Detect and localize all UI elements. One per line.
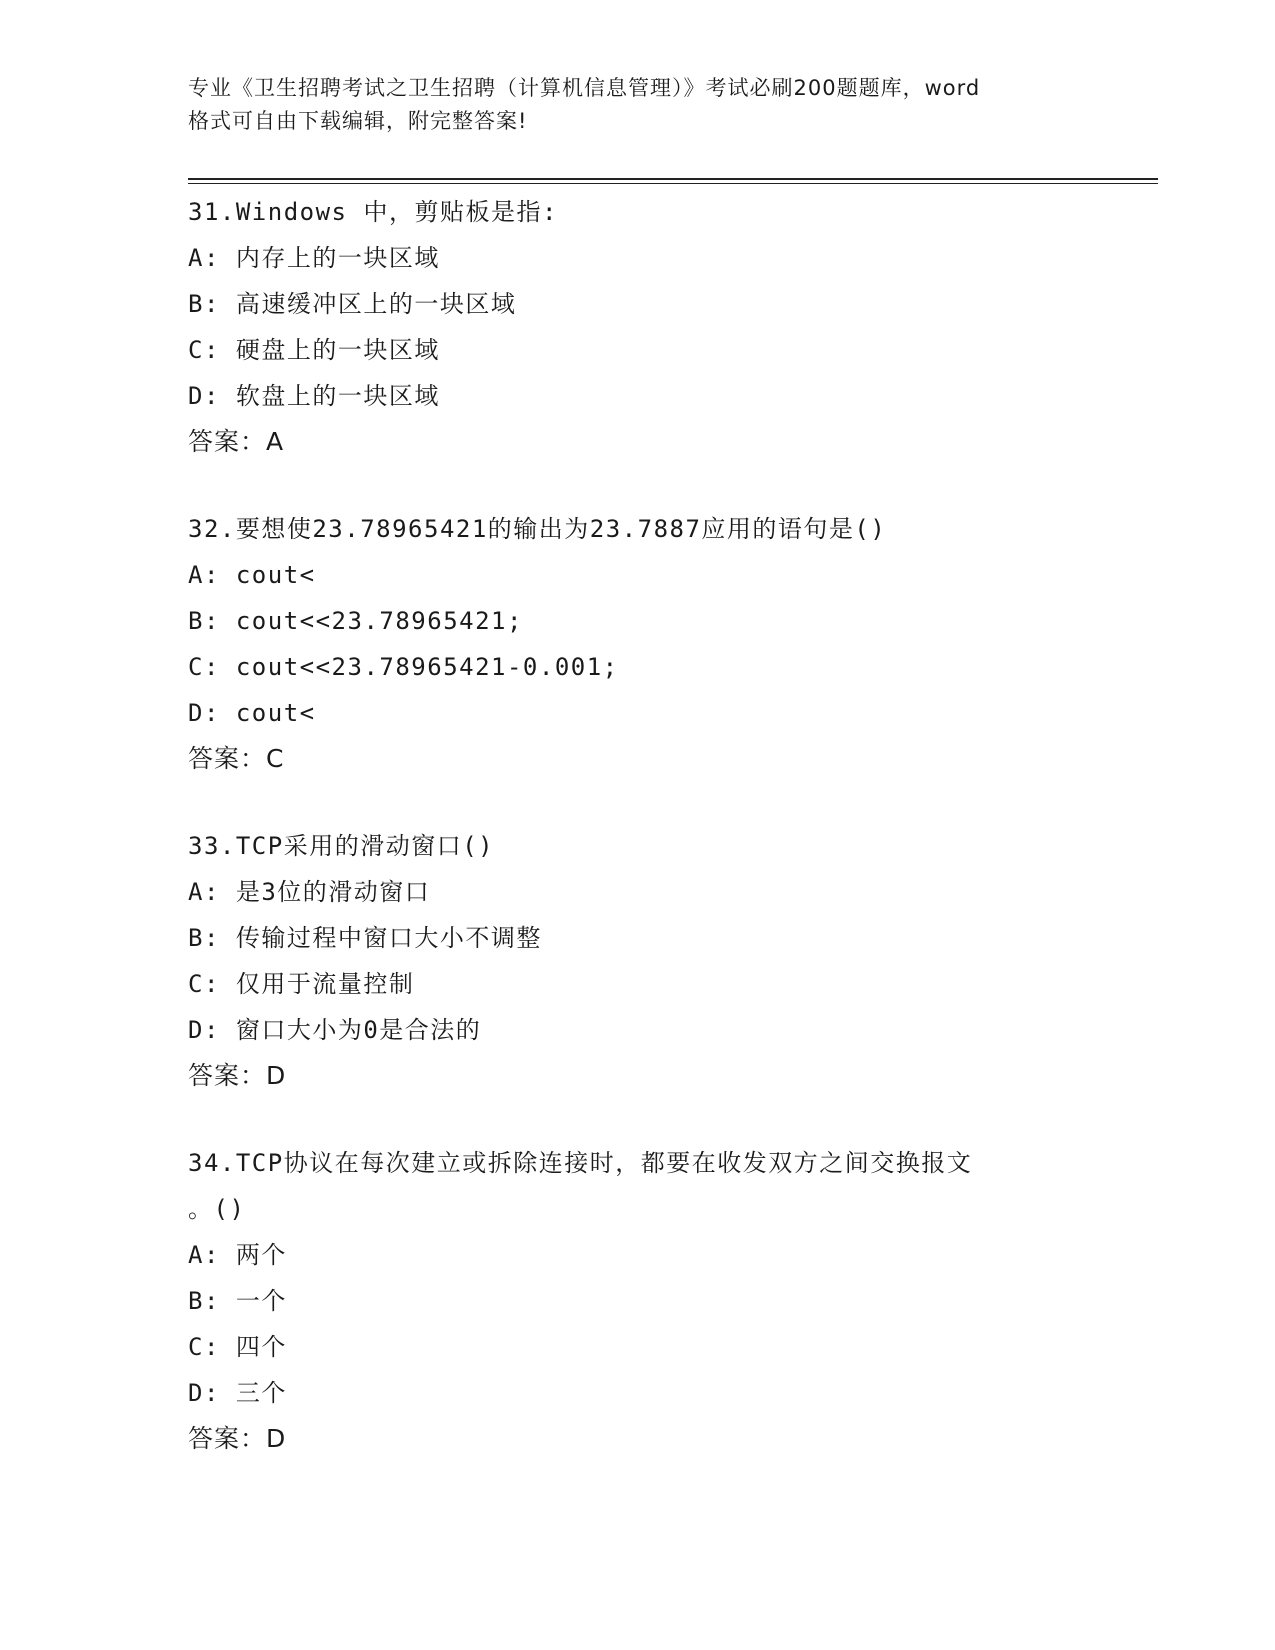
- question-list: [188, 189, 1088, 1503]
- option-c: C: 仅用于流量控制: [188, 970, 415, 998]
- option-b: B: 传输过程中窗口大小不调整: [188, 924, 542, 952]
- question-stem: 32.要想使23.78965421的输出为23.7887应用的语句是(): [188, 515, 887, 543]
- option-d: D: cout<: [188, 699, 316, 727]
- question-32: [188, 506, 1088, 782]
- option-d: D: 软盘上的一块区域: [188, 382, 440, 410]
- answer-label: 答案：A: [188, 427, 285, 456]
- option-a: A: 两个: [188, 1241, 287, 1269]
- answer-label: 答案：D: [188, 1424, 287, 1453]
- option-b: B: 高速缓冲区上的一块区域: [188, 290, 517, 318]
- question-33: [188, 823, 1088, 1099]
- header-divider-thin: [188, 183, 1158, 184]
- question-stem: 33.TCP采用的滑动窗口(): [188, 832, 495, 860]
- option-c: C: 硬盘上的一块区域: [188, 336, 440, 364]
- document-header: [188, 72, 1088, 138]
- header-line-1: 专业《卫生招聘考试之卫生招聘（计算机信息管理）》考试必刷200题题库，word: [188, 76, 981, 100]
- option-d: D: 三个: [188, 1379, 287, 1407]
- header-divider-thick: [188, 178, 1158, 180]
- answer-label: 答案：D: [188, 1061, 287, 1090]
- option-c: C: cout<<23.78965421-0.001;: [188, 653, 619, 681]
- option-a: A: cout<: [188, 561, 316, 589]
- header-line-2: 格式可自由下载编辑，附完整答案!: [188, 109, 528, 133]
- question-stem-continued: 。(): [188, 1195, 246, 1223]
- question-34: [188, 1140, 1088, 1462]
- option-d: D: 窗口大小为0是合法的: [188, 1016, 482, 1044]
- question-stem: 34.TCP协议在每次建立或拆除连接时，都要在收发双方之间交换报文: [188, 1149, 973, 1177]
- question-stem: 31.Windows 中，剪贴板是指:: [188, 198, 558, 226]
- option-b: B: 一个: [188, 1287, 287, 1315]
- answer-label: 答案：C: [188, 744, 285, 773]
- option-a: A: 内存上的一块区域: [188, 244, 440, 272]
- question-31: [188, 189, 1088, 465]
- option-a: A: 是3位的滑动窗口: [188, 878, 431, 906]
- option-c: C: 四个: [188, 1333, 287, 1361]
- option-b: B: cout<<23.78965421;: [188, 607, 523, 635]
